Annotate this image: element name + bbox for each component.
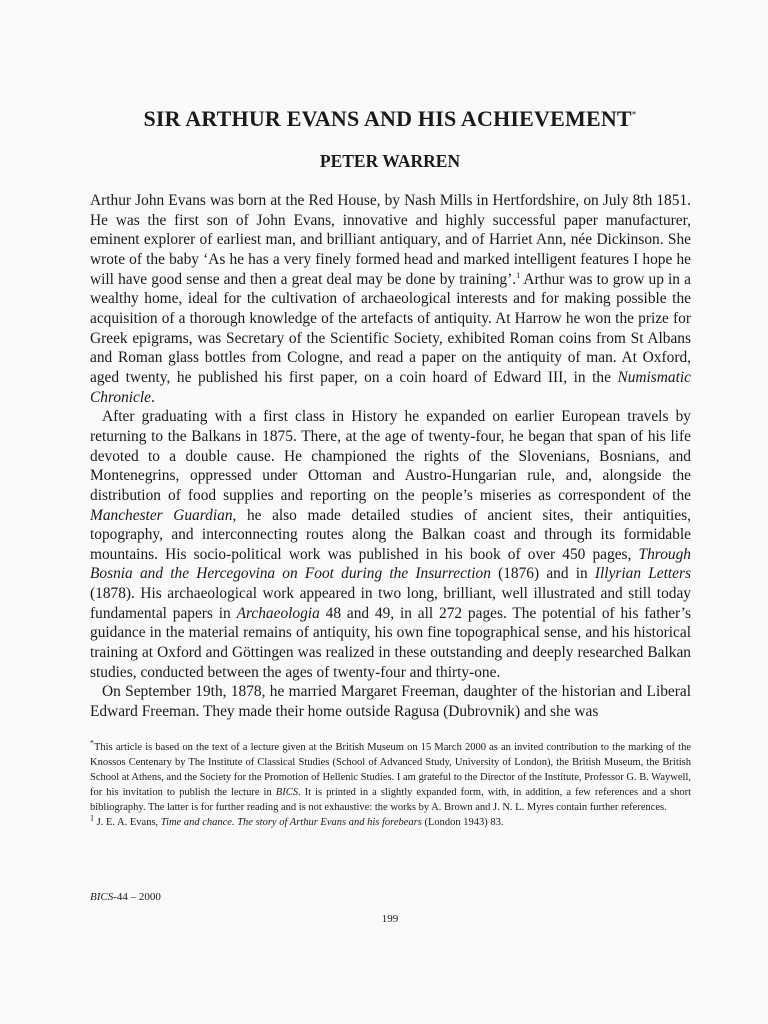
title-footnote-mark: *: [631, 109, 637, 120]
footnote-ref-1: 1: [516, 270, 521, 280]
journal-citation: BICS-44 – 2000: [90, 891, 161, 903]
page-number: 199: [381, 913, 399, 925]
book-title-bosnia: Through Bosnia and the Hercegovina on Foot during the Insurrection: [90, 545, 691, 583]
paragraph-3: On September 19th, 1878, he married Margaret Freeman, daughter of the historian and Liberal Edward Freeman. They made their home outside Ragusa (Dubrovnik) and she was: [90, 683, 691, 721]
footnote-star: *This article is based on the text of a lecture given at the British Museum on 15 March 2000 as an invited contribution to the marking of the Knossos Centenary by The Institute of Classical Studies (School of Advanced Study, University of London), the British Museum, the British School at Athens, and the Society for the Promotion of Hellenic Studies. I am grateful to the Director of the Institute, Professor G. B. Waywell, for his invitation to publish the lecture in BICS. It is printed in a slightly expanded form, with, in addition, a few references and a short bibliography. The latter is for further reading and is not exhaustive: the works by A. Brown and J. N. L. Myres contain further references.: [90, 738, 691, 814]
book-title-illyrian: Illyrian Letters: [594, 565, 691, 583]
article-body: [90, 191, 691, 722]
footnotes: [90, 740, 691, 831]
title-text: SIR ARTHUR EVANS AND HIS ACHIEVEMENT: [143, 106, 632, 131]
journal-title-archaeologia: Archaeologia: [236, 604, 320, 622]
paragraph-2: After graduating with a first class in History he expanded on earlier European travels by returning to the Balkans in 1875. There, at the age of twenty-four, he began that span of his life devoted to a double cause. He championed the rights of the Slovenians, Bosnians, and Montenegrins, oppressed under Ottoman and Austro-Hungarian rule, and, alongside the distribution of food supplies and reporting on the people’s miseries as correspondent of the Manchester Guardian, he also made detailed studies of ancient sites, their antiquities, topography, and interconnecting routes along the Balkan coast and through its formidable mountains. His socio-political work was published in his book of over 450 pages, Through Bosnia and the Hercegovina on Foot during the Insurrection (1876) and in Illyrian Letters (1878). His archaeological work appeared in two long, brilliant, well illustrated and still today fundamental papers in Archaeologia 48 and 49, in all 272 pages. The potential of his father’s guidance in the material remains of antiquity, his own fine topographical sense, and his historical training at Oxford and Göttingen was realized in these outstanding and deeply researched Balkan studies, conducted between the ages of twenty-four and thirty-one.: [90, 408, 692, 681]
paragraph-1: Arthur John Evans was born at the Red House, by Nash Mills in Hertfordshire, on July 8th 1851. He was the first son of John Evans, innovative and highly successful paper manufacturer, eminent explorer of earliest man, and brilliant antiquary, and of Harriet Ann, née Dickinson. She wrote of the baby ‘As he has a very finely formed head and marked intelligent features I hope he will have good sense and then a great deal may be done by training’.$^1$ Arthur was to grow up in a wealthy home, ideal for the cultivation of archaeological interests and for making possible the acquisition of a thorough knowledge of the artefacts of antiquity. At Harrow he won the prize for Greek epigrams, was Secretary of the Scientific Society, exhibited Roman coins from St Albans and Roman glass bottles from Cologne, and read a paper on the antiquity of man. At Oxford, aged twenty, he published his first paper, on a coin hoard of Edward III, in the Numismatic Chronicle.: [90, 192, 691, 406]
footnote-1: $^1$ J. E. A. Evans, Time and chance. The story of Arthur Evans and his forebears (London 1943) 83.: [90, 813, 504, 829]
article-title: [90, 106, 690, 132]
author-name: PETER WARREN: [319, 151, 461, 171]
journal-title-numismatic: Numismatic Chronicle: [90, 368, 691, 406]
newspaper-title: Manchester Guardian: [90, 506, 233, 524]
